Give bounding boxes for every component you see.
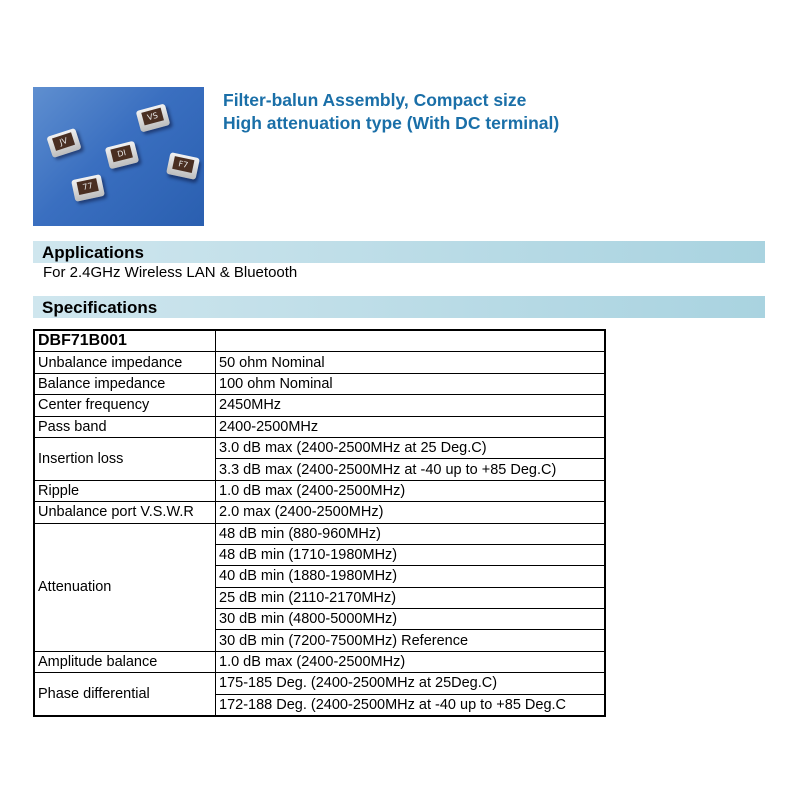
spec-value: 25 dB min (2110-2170MHz) bbox=[216, 587, 606, 608]
spec-parameter: Pass band bbox=[34, 416, 216, 437]
chip-component bbox=[105, 141, 139, 170]
spec-value: 1.0 dB max (2400-2500MHz) bbox=[216, 651, 606, 672]
spec-value: 30 dB min (7200-7500MHz) Reference bbox=[216, 630, 606, 651]
spec-value: 48 dB min (880-960MHz) bbox=[216, 523, 606, 544]
spec-parameter: Unbalance impedance bbox=[34, 352, 216, 373]
spec-parameter: Balance impedance bbox=[34, 373, 216, 394]
specifications-section-bar bbox=[33, 296, 765, 318]
spec-value: 48 dB min (1710-1980MHz) bbox=[216, 544, 606, 565]
table-row bbox=[34, 352, 605, 373]
chip-marking: DI bbox=[110, 145, 133, 162]
table-row bbox=[34, 502, 605, 523]
table-row bbox=[34, 673, 605, 694]
specifications-table bbox=[33, 329, 606, 717]
chip-component bbox=[71, 174, 105, 202]
table-header-row bbox=[34, 330, 605, 352]
table-row bbox=[34, 437, 605, 458]
spec-value: 3.0 dB max (2400-2500MHz at 25 Deg.C) bbox=[216, 437, 606, 458]
spec-value: 50 ohm Nominal bbox=[216, 352, 606, 373]
spec-parameter: Insertion loss bbox=[34, 437, 216, 480]
spec-parameter: Center frequency bbox=[34, 395, 216, 416]
spec-value: 175-185 Deg. (2400-2500MHz at 25Deg.C) bbox=[216, 673, 606, 694]
spec-value: 100 ohm Nominal bbox=[216, 373, 606, 394]
product-photo bbox=[33, 87, 204, 226]
spec-value: 2450MHz bbox=[216, 395, 606, 416]
table-row bbox=[34, 523, 605, 544]
applications-text: For 2.4GHz Wireless LAN & Bluetooth bbox=[43, 264, 298, 281]
applications-section-bar bbox=[33, 241, 765, 263]
table-row bbox=[34, 480, 605, 501]
chip-marking: F7 bbox=[172, 156, 194, 173]
chip-marking: VS bbox=[141, 108, 164, 126]
spec-parameter: Amplitude balance bbox=[34, 651, 216, 672]
specifications-title: Specifications bbox=[42, 298, 158, 317]
headline-line-2: High attenuation type (With DC terminal) bbox=[223, 113, 560, 133]
spec-value: 3.3 dB max (2400-2500MHz at -40 up to +85 Deg.C) bbox=[216, 459, 606, 480]
table-row bbox=[34, 651, 605, 672]
headline-line-1: Filter-balun Assembly, Compact size bbox=[223, 90, 527, 110]
spec-parameter: Ripple bbox=[34, 480, 216, 501]
chip-marking: JV bbox=[52, 132, 75, 151]
table-row bbox=[34, 416, 605, 437]
spec-value: 2.0 max (2400-2500MHz) bbox=[216, 502, 606, 523]
header-empty-cell bbox=[216, 330, 606, 352]
chip-component bbox=[136, 103, 171, 132]
spec-parameter: Phase differential bbox=[34, 673, 216, 716]
model-number: DBF71B001 bbox=[34, 330, 216, 352]
product-headline bbox=[223, 89, 559, 135]
table-row bbox=[34, 395, 605, 416]
chip-component bbox=[166, 152, 200, 180]
spec-value: 1.0 dB max (2400-2500MHz) bbox=[216, 480, 606, 501]
applications-title: Applications bbox=[42, 243, 145, 262]
spec-value: 40 dB min (1880-1980MHz) bbox=[216, 566, 606, 587]
spec-parameter: Unbalance port V.S.W.R bbox=[34, 502, 216, 523]
chip-component bbox=[46, 128, 81, 158]
table-row bbox=[34, 373, 605, 394]
spec-value: 2400-2500MHz bbox=[216, 416, 606, 437]
spec-value: 30 dB min (4800-5000MHz) bbox=[216, 609, 606, 630]
spec-parameter: Attenuation bbox=[34, 523, 216, 651]
spec-value: 172-188 Deg. (2400-2500MHz at -40 up to +85 Deg.C bbox=[216, 694, 606, 716]
chip-marking: 77 bbox=[77, 178, 99, 195]
